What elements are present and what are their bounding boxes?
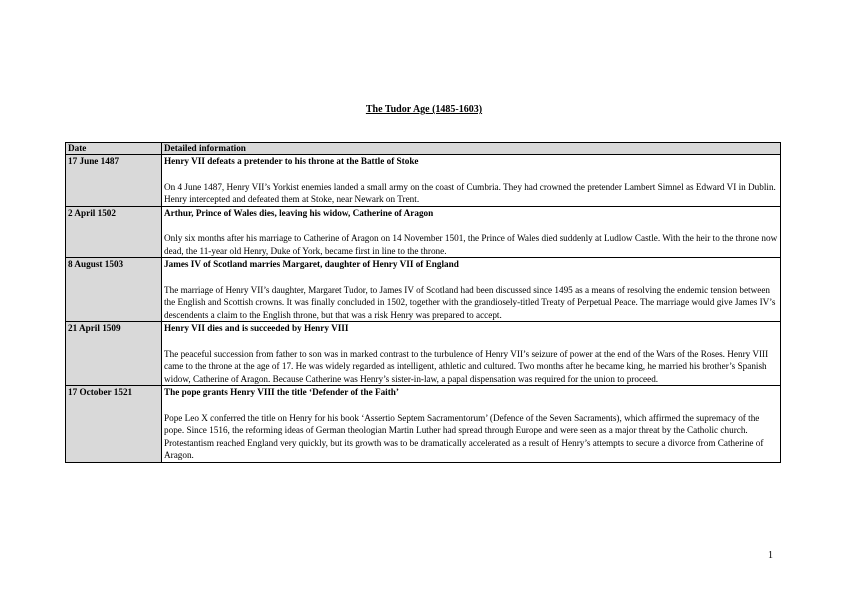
row-headline: Henry VII defeats a pretender to his throne at the Battle of Stoke xyxy=(164,156,419,166)
row-detail: On 4 June 1487, Henry VII’s Yorkist enemies landed a small army on the coast of Cumbria. They had crowned the pretender Lambert Simnel as Edward VI in Dublin. Henry intercepted and defeated them at Stoke, near Newark on Trent. xyxy=(164,181,776,204)
row-detail: Only six months after his marriage to Catherine of Aragon on 14 November 1501, the Prince of Wales died suddenly at Ludlow Castle. With the heir to the throne now dead, the 11-year old Henry, Duke of York, became first in line to the throne. xyxy=(164,233,778,256)
table-row xyxy=(66,206,781,258)
table-row xyxy=(66,155,781,207)
row-date: 21 April 1509 xyxy=(66,322,162,386)
row-headline: Arthur, Prince of Wales dies, leaving his widow, Catherine of Aragon xyxy=(164,207,434,218)
row-date: 8 August 1503 xyxy=(66,258,162,322)
row-date: 2 April 1502 xyxy=(66,206,162,258)
page-number: 1 xyxy=(768,550,773,561)
row-headline: Henry VII dies and is succeeded by Henry VIII xyxy=(164,323,349,333)
row-info xyxy=(162,386,781,463)
table-header-row xyxy=(66,143,781,155)
row-headline: The pope grants Henry VIII the title ‘Defender of the Faith’ xyxy=(164,387,399,397)
row-info xyxy=(162,206,781,258)
row-info xyxy=(162,322,781,386)
row-detail: The peaceful succession from father to son was in marked contrast to the turbulence of Henry VII’s seizure of power at the end of the Wars of the Roses. Henry VIII came to the throne at the age of 17. He was widely regarded as intelligent, athletic and cultured. Two months after he became king, he married his brother’s Spanish widow, Catherine of Aragon. Because Catherine was Henry’s sister-in-law, a papal dispensation was required for the union to proceed. xyxy=(164,348,769,384)
date-column-header: Date xyxy=(66,143,162,155)
row-detail: Pope Leo X conferred the title on Henry for his book ‘Assertio Septem Sacramentorum’ (Defence of the Seven Sacraments), which affirmed the supremacy of the pope. Since 1516, the reforming ideas of German theologian Martin Luther had spread through Europe and were seen as a major threat by the Catholic church. Protestantism reached England very quickly, but its growth was to be dramatically accelerated as a result of Henry’s attempts to secure a divorce from Catherine of Aragon. xyxy=(164,412,764,460)
table-row xyxy=(66,258,781,322)
info-column-header: Detailed information xyxy=(162,143,781,155)
tudor-timeline-table xyxy=(65,142,781,463)
document-title: The Tudor Age (1485-1603) xyxy=(365,104,483,115)
table-row xyxy=(66,386,781,463)
row-headline: James IV of Scotland marries Margaret, daughter of Henry VII of England xyxy=(164,259,459,269)
row-date: 17 October 1521 xyxy=(66,386,162,463)
table-row xyxy=(66,322,781,386)
row-info xyxy=(162,258,781,322)
row-detail: The marriage of Henry VII’s daughter, Margaret Tudor, to James IV of Scotland had been discussed since 1495 as a means of resolving the endemic tension between the English and Scottish crowns. It was finally concluded in 1502, together with the grandiosely-titled Treaty of Perpetual Peace. The marriage would give James IV’s descendents a claim to the English throne, but that was a risk Henry was prepared to accept. xyxy=(164,284,776,320)
row-date: 17 June 1487 xyxy=(66,155,162,207)
row-info xyxy=(162,155,781,207)
